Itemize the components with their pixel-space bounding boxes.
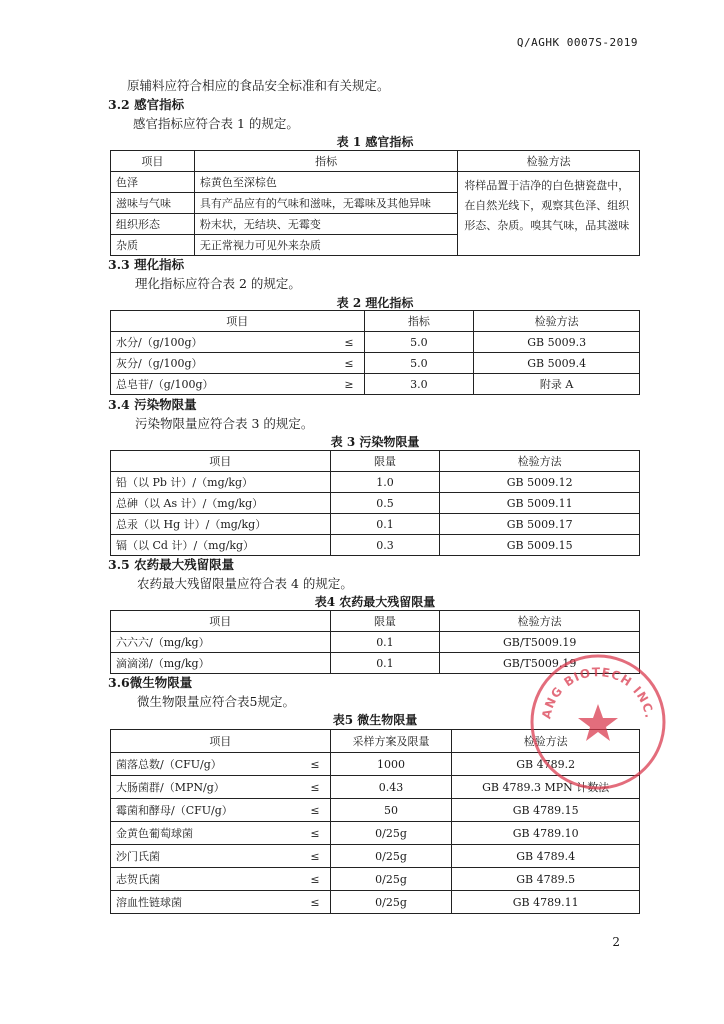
method-cell: GB 5009.11 — [440, 493, 640, 514]
section-3-6-text: 微生物限量应符合表5规定。 — [137, 694, 295, 709]
item-cell: 杂质 — [111, 235, 195, 256]
table-sensory — [110, 150, 640, 256]
comparison-symbol: ≤ — [290, 868, 330, 891]
table-header-row — [111, 611, 640, 632]
section-3-3-text: 理化指标应符合表 2 的规定。 — [135, 276, 301, 291]
table-header-row — [111, 451, 640, 472]
value-cell: 0/25g — [330, 891, 452, 914]
value-cell: 0.43 — [330, 776, 452, 799]
table-row — [111, 332, 640, 353]
comparison-symbol: ≤ — [290, 799, 330, 822]
value-cell: 0/25g — [330, 868, 452, 891]
indicator-cell: 粉末状，无结块、无霉变 — [194, 214, 457, 235]
comparison-symbol: ≤ — [306, 332, 364, 353]
value-cell: 0.1 — [330, 632, 440, 653]
section-3-5-text: 农药最大残留限量应符合表 4 的规定。 — [137, 576, 353, 591]
item-cell: 水分/（g/100g） — [111, 332, 307, 353]
section-3-5-title: 3.5 农药最大残留限量 — [108, 557, 235, 572]
comparison-symbol: ≥ — [306, 374, 364, 395]
method-cell: GB 5009.12 — [440, 472, 640, 493]
table-contaminants — [110, 450, 640, 556]
document-code: Q/AGHK 0007S-2019 — [516, 36, 638, 49]
table-row — [111, 891, 640, 914]
table4-caption: 表4 农药最大残留限量 — [314, 595, 436, 609]
method-cell: 附录 A — [474, 374, 640, 395]
item-cell: 总皂苷/（g/100g） — [111, 374, 307, 395]
header-cell: 检验方法 — [440, 611, 640, 632]
item-cell: 总砷（以 As 计）/（mg/kg） — [111, 493, 331, 514]
header-cell: 限量 — [330, 611, 440, 632]
value-cell: 5.0 — [364, 353, 474, 374]
header-cell: 项目 — [111, 451, 331, 472]
indicator-cell: 棕黄色至深棕色 — [194, 172, 457, 193]
item-cell: 金黄色葡萄球菌 — [111, 822, 291, 845]
table-row — [111, 799, 640, 822]
value-cell: 0/25g — [330, 845, 452, 868]
table-row — [111, 868, 640, 891]
header-cell: 项目 — [111, 311, 365, 332]
header-cell: 检验方法 — [474, 311, 640, 332]
comparison-symbol: ≤ — [306, 353, 364, 374]
header-cell: 检验方法 — [440, 451, 640, 472]
table-row — [111, 374, 640, 395]
table-row — [111, 172, 640, 193]
method-cell: GB 4789.10 — [452, 822, 640, 845]
item-cell: 滋味与气味 — [111, 193, 195, 214]
value-cell: 3.0 — [364, 374, 474, 395]
comparison-symbol: ≤ — [290, 845, 330, 868]
table-row — [111, 514, 640, 535]
header-cell: 指标 — [194, 151, 457, 172]
method-cell: GB 4789.3 MPN 计数法 — [452, 776, 640, 799]
value-cell: 1000 — [330, 753, 452, 776]
header-cell: 检验方法 — [458, 151, 640, 172]
item-cell: 色泽 — [111, 172, 195, 193]
item-cell: 溶血性链球菌 — [111, 891, 291, 914]
indicator-cell: 具有产品应有的气味和滋味，无霉味及其他异味 — [194, 193, 457, 214]
header-cell: 采样方案及限量 — [330, 730, 452, 753]
header-cell: 项目 — [111, 151, 195, 172]
item-cell: 滴滴涕/（mg/kg） — [111, 653, 331, 674]
method-cell: GB 4789.15 — [452, 799, 640, 822]
comparison-symbol: ≤ — [290, 753, 330, 776]
table5-caption: 表5 微生物限量 — [332, 713, 418, 727]
method-cell: GB 5009.17 — [440, 514, 640, 535]
section-3-6-title: 3.6微生物限量 — [108, 675, 193, 690]
indicator-cell: 无正常视力可见外来杂质 — [194, 235, 457, 256]
page-number: 2 — [612, 935, 620, 949]
method-cell: GB/T5009.19 — [440, 653, 640, 674]
method-cell: GB 5009.15 — [440, 535, 640, 556]
method-cell: GB 4789.11 — [452, 891, 640, 914]
header-cell: 检验方法 — [452, 730, 640, 753]
seal-lettering: ANG BIOTECH INC. — [539, 665, 657, 720]
header-cell: 指标 — [364, 311, 474, 332]
comparison-symbol: ≤ — [290, 891, 330, 914]
item-cell: 六六六/（mg/kg） — [111, 632, 331, 653]
seal-star-icon — [578, 704, 618, 741]
method-cell: 将样品置于洁净的白色搪瓷盘中，在自然光线下，观察其色泽、组织形态、杂质。嗅其气味，品其滋味 — [458, 172, 640, 256]
value-cell: 0.1 — [330, 514, 440, 535]
item-cell: 组织形态 — [111, 214, 195, 235]
table-row — [111, 472, 640, 493]
table-header-row — [111, 151, 640, 172]
section-3-2-text: 感官指标应符合表 1 的规定。 — [133, 116, 299, 131]
item-cell: 大肠菌群/（MPN/g） — [111, 776, 291, 799]
value-cell: 50 — [330, 799, 452, 822]
table-row — [111, 845, 640, 868]
item-cell: 志贺氏菌 — [111, 868, 291, 891]
table-header-row — [111, 311, 640, 332]
item-cell: 铅（以 Pb 计）/（mg/kg） — [111, 472, 331, 493]
method-cell: GB 4789.2 — [452, 753, 640, 776]
table-row — [111, 822, 640, 845]
header-cell: 限量 — [330, 451, 440, 472]
intro-line: 原辅料应符合相应的食品安全标准和有关规定。 — [127, 78, 390, 93]
method-cell: GB 5009.4 — [474, 353, 640, 374]
table-row — [111, 632, 640, 653]
table-row — [111, 353, 640, 374]
value-cell: 0.1 — [330, 653, 440, 674]
table-row — [111, 535, 640, 556]
value-cell: 0.3 — [330, 535, 440, 556]
section-3-4-title: 3.4 污染物限量 — [108, 397, 197, 412]
section-3-2-title: 3.2 感官指标 — [108, 97, 185, 112]
table-physicochemical — [110, 310, 640, 395]
table-row — [111, 493, 640, 514]
value-cell: 0.5 — [330, 493, 440, 514]
table1-caption: 表 1 感官指标 — [336, 135, 414, 149]
method-cell: GB 4789.4 — [452, 845, 640, 868]
table2-caption: 表 2 理化指标 — [336, 296, 414, 310]
section-3-4-text: 污染物限量应符合表 3 的规定。 — [135, 416, 314, 431]
company-seal — [528, 652, 668, 792]
item-cell: 灰分/（g/100g） — [111, 353, 307, 374]
item-cell: 总汞（以 Hg 计）/（mg/kg） — [111, 514, 331, 535]
method-cell: GB/T5009.19 — [440, 632, 640, 653]
item-cell: 霉菌和酵母/（CFU/g） — [111, 799, 291, 822]
header-cell: 项目 — [111, 730, 331, 753]
item-cell: 镉（以 Cd 计）/（mg/kg） — [111, 535, 331, 556]
value-cell: 0/25g — [330, 822, 452, 845]
item-cell: 沙门氏菌 — [111, 845, 291, 868]
section-3-3-title: 3.3 理化指标 — [108, 257, 185, 272]
value-cell: 1.0 — [330, 472, 440, 493]
value-cell: 5.0 — [364, 332, 474, 353]
header-cell: 项目 — [111, 611, 331, 632]
comparison-symbol: ≤ — [290, 822, 330, 845]
method-cell: GB 5009.3 — [474, 332, 640, 353]
method-cell: GB 4789.5 — [452, 868, 640, 891]
table3-caption: 表 3 污染物限量 — [330, 435, 420, 449]
comparison-symbol: ≤ — [290, 776, 330, 799]
item-cell: 菌落总数/（CFU/g） — [111, 753, 291, 776]
